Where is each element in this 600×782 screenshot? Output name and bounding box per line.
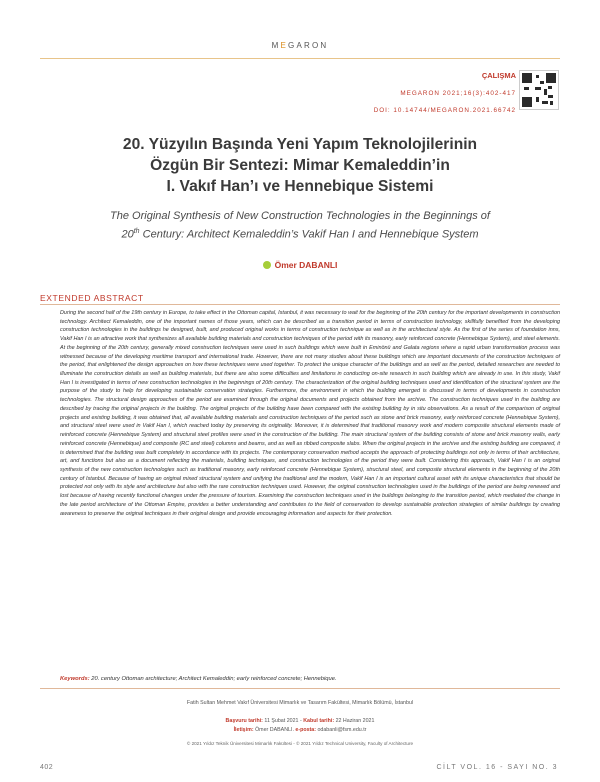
footer-divider xyxy=(40,688,560,689)
copyright: © 2021 Yıldız Teknik Üniversitesi Mimarlık Fakültesi - © 2021 Yıldız Technical University, Faculty of Architecture xyxy=(186,741,414,746)
author-name[interactable]: Ömer DABANLI xyxy=(274,260,338,270)
doi-link[interactable]: DOI: 10.14744/MEGARON.2021.66742 xyxy=(373,107,516,114)
section-heading: EXTENDED ABSTRACT xyxy=(40,293,144,303)
qr-code-icon xyxy=(519,70,559,110)
abstract-body: During the second half of the 19th century in Europe, to take effect in the Ottoman capital, Istanbul, it was necessary to wait for the beginning of the 20th century for the important developments in construction technology. Architect Kemaleddin, one of the important names of those years, which can be described as a transition period in terms of construction technology, skillfully benefited from the developing construction technologies in the buildings he designed, built, and produced original works in terms of construction technique as well as in the architectural style. As the first of the series of foundation inns, Vakif Han I is an attractive work that synthesizes all available building materials and construction techniques of the period with its masonry, early reinforced concrete (Hennebique System), and steel elements. At the beginning of the 20th century, generally mixed construction techniques were used in such buildings which were built in Eminönü and Galata regions where a rapid urban transformation process was witnessed because of the developing maritime transport and international trade. However, there are not many studies about these buildings which are important documents of the construction techniques of the period, that enlightened the design approaches on how these techniques were used together. To protect the unique character of the buildings and as well as the period, detailed researches are needed to illuminate the construction details as well as building materials, but there are also some difficulties and limitations in conducting on-site research in such building which are already in use. In this study, Vakif Han I is investigated in terms of new construction technologies in the beginnings of 20th century. The characterization of the original building techniques used and identification of the structural system are the purpose of the study to help for developing sustainable conservation strategies. Furthermore, the environment in which the building emerged is discussed in terms of developments in construction technologies. The structural design approaches of the period are examined through the original documents and projects obtained from the archive. The construction techniques used in the building are described by tracing the original projects in the building. The original projects of the building have been compared with the existing building by in situ observations. As a result of the comparison of original projects and existing building, it was obtained that, all available building materials and construction techniques of the period such as stone and brick masonry, early reinforced concrete (Hennebique System), and structural steel were used in Vakif Han I, which reached today by preserving its originality. Moreover, it is determined that traditional masonry work and modern composite structural elements made of reinforced concrete (Hennebique System) and structural steel profiles were used in the construction of the building. The main structural system of the building consists of stone and brick masonry walls, early reinforced concrete (Hennebique) and composite (RC and steel) columns and beams, and as well as ribbed composite slabs. When the original projects in the archive and the existing building are compared, it is determined that the building was built completely in accordance with its projects. The contemporary conservation method accepts the approach of protecting buildings not only in terms of their architecture, art, and functions but also as a document reflecting the materials, building techniques, and construction technologies of the period they were built. Considering this approach, Vakif Han I is an original synthesis of the new construction technologies such as traditional masonry, early reinforced concrete (Hennebique System), structural steel, and composite structural elements in the beginning of the 20th century of Istanbul. Because of having an original mixed structural system and unifying the traditional and the modern, Vakif Han I is an important cultural asset with its unique characteristics that should be protected not only with its style and architecture but also with the rare construction techniques used. However, the original construction technologies used in the buildings of the period are being renewed and lost because of having recently functional changes under the pressure of tourism. Examining the construction techniques used in the buildings belonging to the transition period, which mediated the change in the late period architecture of the Ottoman Empire, provides a better understanding and contributes to the field of conservation to develop sustainable protection strategies of similar buildings by creating awareness to preserve the original techniques in their original design and provide encouraging information and aspects for their protection. xyxy=(60,310,560,517)
article-meta xyxy=(374,71,516,114)
citation: MEGARON 2021;16(3):402-417 xyxy=(400,90,516,97)
journal-name: MEGARON xyxy=(271,41,329,50)
keywords-label: Keywords: xyxy=(60,676,90,682)
keywords: Keywords: 20. century Ottoman architecture; Architect Kemaleddin; early reinforced concrete; Hennebique. xyxy=(60,676,337,682)
email-link[interactable]: odabanli@fsm.edu.tr xyxy=(316,727,367,733)
affiliation: Fatih Sultan Mehmet Vakıf Üniversitesi Mimarlık ve Tasarım Fakültesi, Mimarlık Bölümü, İstanbul xyxy=(186,700,414,706)
volume-issue: CİLT VOL. 16 - SAYI NO. 3 xyxy=(436,764,558,771)
header-divider xyxy=(40,58,560,59)
article-title-tr: 20. Yüzyılın Başında Yeni Yapım Teknolojilerinin Özgün Bir Sentezi: Mimar Kemaleddin’in I. Vakıf Han’ı ve Hennebique Sistemi xyxy=(122,136,478,195)
article-type: ÇALIŞMA xyxy=(481,71,516,80)
section-divider xyxy=(40,304,560,305)
orcid-icon[interactable] xyxy=(263,261,271,269)
article-title-en: The Original Synthesis of New Construction Technologies in the Beginnings of 20th Century: Architect Kemaleddin’s Vakif Han I and Hennebique System xyxy=(110,210,490,241)
submission-dates: Başvuru tarihi: 11 Şubat 2021 - Kabul tarihi: 22 Haziran 2021 xyxy=(225,718,375,724)
author-line xyxy=(0,260,600,270)
contact-info: İletişim: Ömer DABANLI. e-posta: odabanli@fsm.edu.tr xyxy=(233,727,367,733)
page-number: 402 xyxy=(40,764,54,771)
